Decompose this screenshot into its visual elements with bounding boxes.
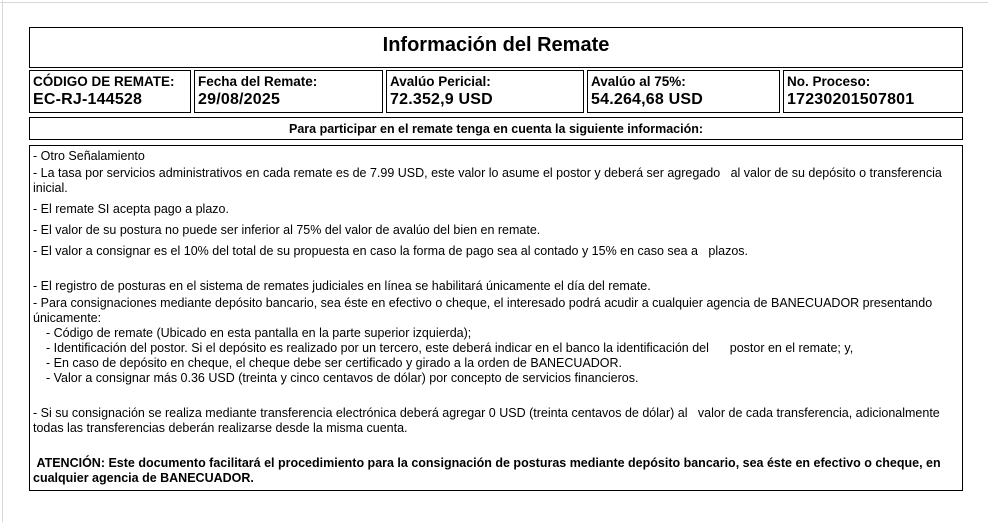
info-line: - Código de remate (Ubicado en esta pantalla en la parte superior izquierda); [46, 326, 472, 340]
info-line: - Valor a consignar más 0.36 USD (treinta y cinco centavos de dólar) por concepto de servicios financieros. [46, 371, 639, 385]
info-line: ATENCIÓN: Este documento facilitará el procedimiento para la consignación de posturas mediante depósito bancario, sea éste en efectivo o cheque, en cualquier agencia de BANECUADOR. [33, 456, 945, 485]
participation-note-bar [29, 117, 963, 140]
participation-note: Para participar en el remate tenga en cuenta la siguiente información: [288, 121, 703, 136]
info-line: - La tasa por servicios administrativos en cada remate es de 7.99 USD, este valor lo asume el postor y deberá ser agregado al valor de su depósito o transferencia inicial. [33, 166, 946, 195]
summary-fields-row [29, 70, 963, 113]
info-line: - Si su consignación se realiza mediante transferencia electrónica deberá agregar 0 USD (treinta centavos de dólar) al valor de cada transferencia, adicionalmente todas las transferencias deberán realizarse desde la misma cuenta. [33, 406, 944, 435]
field-value: EC-RJ-144528 [33, 91, 143, 108]
field-label: CÓDIGO DE REMATE: [33, 74, 175, 89]
document-title-box [29, 27, 963, 68]
info-line: - El valor a consignar es el 10% del total de su propuesta en caso la forma de pago sea al contado y 15% en caso sea a plazos. [33, 244, 749, 258]
field-cell-codigo-remate [29, 70, 191, 113]
info-line: - Identificación del postor. Si el depósito es realizado por un tercero, este deberá indicar en el banco la identificación del postor en el remate; y, [46, 341, 854, 355]
field-value: 17230201507801 [787, 91, 915, 108]
info-line: - El remate SI acepta pago a plazo. [33, 202, 229, 216]
info-line: - Para consignaciones mediante depósito bancario, sea éste en efectivo o cheque, el interesado podrá acudir a cualquier agencia de BANECUADOR presentando únicamente: [33, 296, 936, 325]
field-cell-avaluo-pericial [386, 70, 584, 113]
field-label: Avalúo al 75%: [591, 74, 686, 89]
document-title: Información del Remate [382, 34, 610, 56]
info-line: - El registro de posturas en el sistema de remates judiciales en línea se habilitará únicamente el día del remate. [33, 279, 651, 293]
field-label: No. Proceso: [787, 74, 871, 89]
remate-document [29, 27, 963, 491]
field-value: 72.352,9 USD [390, 91, 493, 108]
field-cell-avaluo-75 [587, 70, 780, 113]
field-cell-fecha-remate [194, 70, 383, 113]
info-line: - El valor de su postura no puede ser inferior al 75% del valor de avalúo del bien en remate. [33, 223, 541, 237]
field-label: Avalúo Pericial: [390, 74, 491, 89]
field-label: Fecha del Remate: [198, 74, 318, 89]
field-cell-no-proceso [783, 70, 963, 113]
field-value: 29/08/2025 [198, 91, 281, 108]
frame-edge-left [2, 0, 3, 522]
field-value: 54.264,68 USD [591, 91, 704, 108]
info-line: - En caso de depósito en cheque, el cheque debe ser certificado y girado a la orden de BANECUADOR. [46, 356, 623, 370]
frame-edge-top [0, 2, 988, 3]
information-list [29, 145, 963, 491]
info-line: - Otro Señalamiento [33, 149, 145, 163]
